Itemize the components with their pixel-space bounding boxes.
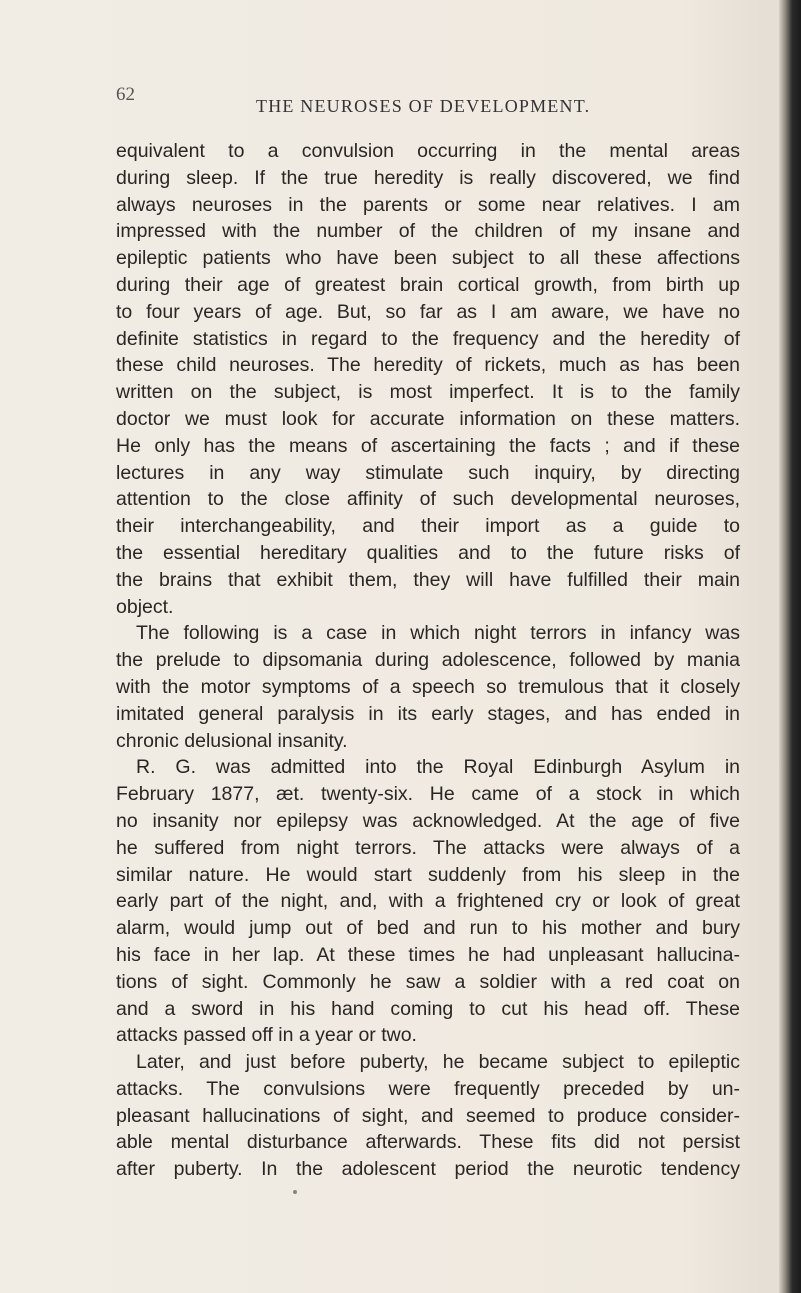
running-head: THE NEUROSES OF DEVELOPMENT.	[256, 96, 591, 116]
text-line: with the motor symptoms of a speech so tremulous that it closely	[116, 675, 740, 698]
text-line: tions of sight. Commonly he saw a soldier with a red coat on	[116, 970, 740, 993]
text-line: attention to the close affinity of such developmental neuroses,	[116, 488, 740, 511]
text-line: The following is a case in which night terrors in infancy was	[136, 622, 740, 645]
text-line: attacks. The convulsions were frequently preceded by un-	[116, 1077, 740, 1100]
text-line: attacks passed off in a year or two.	[116, 1024, 417, 1047]
text-line: during sleep. If the true heredity is really discovered, we find	[116, 166, 740, 189]
text-line: He only has the means of ascertaining the facts ; and if these	[116, 434, 740, 457]
text-line: imitated general paralysis in its early stages, and has ended in	[116, 702, 740, 725]
text-line: his face in her lap. At these times he had unpleasant hallucina-	[116, 943, 740, 966]
text-line: after puberty. In the adolescent period the neurotic tendency	[116, 1158, 740, 1181]
ink-speck	[293, 1190, 297, 1194]
text-line: R. G. was admitted into the Royal Edinburgh Asylum in	[136, 756, 740, 779]
text-line: early part of the night, and, with a frightened cry or look of great	[116, 890, 740, 913]
text-line: pleasant hallucinations of sight, and seemed to produce consider-	[116, 1104, 740, 1127]
text-line: and a sword in his hand coming to cut his head off. These	[116, 997, 740, 1020]
text-line: impressed with the number of the children of my insane and	[116, 220, 740, 243]
text-line: lectures in any way stimulate such inquiry, by directing	[116, 461, 740, 484]
text-line: alarm, would jump out of bed and run to his mother and bury	[116, 917, 740, 940]
text-line: during their age of greatest brain cortical growth, from birth up	[116, 273, 740, 296]
text-line: epileptic patients who have been subject to all these affections	[116, 247, 740, 270]
text-line: equivalent to a convulsion occurring in the mental areas	[116, 140, 740, 162]
text-line: no insanity nor epilepsy was acknowledged. At the age of five	[116, 809, 740, 832]
text-line: written on the subject, is most imperfect. It is to the family	[116, 381, 740, 404]
text-line: object.	[116, 595, 174, 618]
text-line: the brains that exhibit them, they will have fulfilled their main	[116, 568, 740, 591]
text-line: similar nature. He would start suddenly from his sleep in the	[116, 863, 740, 886]
text-line: their interchangeability, and their import as a guide to	[116, 515, 740, 538]
text-line: these child neuroses. The heredity of rickets, much as has been	[116, 354, 740, 377]
text-line: February 1877, æt. twenty-six. He came of a stock in which	[116, 783, 740, 806]
text-line: always neuroses in the parents or some near relatives. I am	[116, 193, 740, 216]
text-line: to four years of age. But, so far as I am aware, we have no	[116, 300, 740, 323]
text-line: the essential hereditary qualities and to the future risks of	[116, 541, 740, 564]
page-number: 62	[116, 84, 135, 105]
text-line: the prelude to dipsomania during adolescence, followed by mania	[116, 649, 740, 672]
text-line: chronic delusional insanity.	[116, 729, 348, 752]
text-line: able mental disturbance afterwards. These fits did not persist	[116, 1131, 740, 1154]
text-line: he suffered from night terrors. The attacks were always of a	[116, 836, 740, 859]
book-spine-edge	[779, 0, 801, 1293]
text-line: definite statistics in regard to the frequency and the heredity of	[116, 327, 740, 350]
text-line: doctor we must look for accurate information on these matters.	[116, 407, 740, 430]
text-line: Later, and just before puberty, he became subject to epileptic	[136, 1051, 740, 1074]
body-text	[116, 138, 740, 1183]
